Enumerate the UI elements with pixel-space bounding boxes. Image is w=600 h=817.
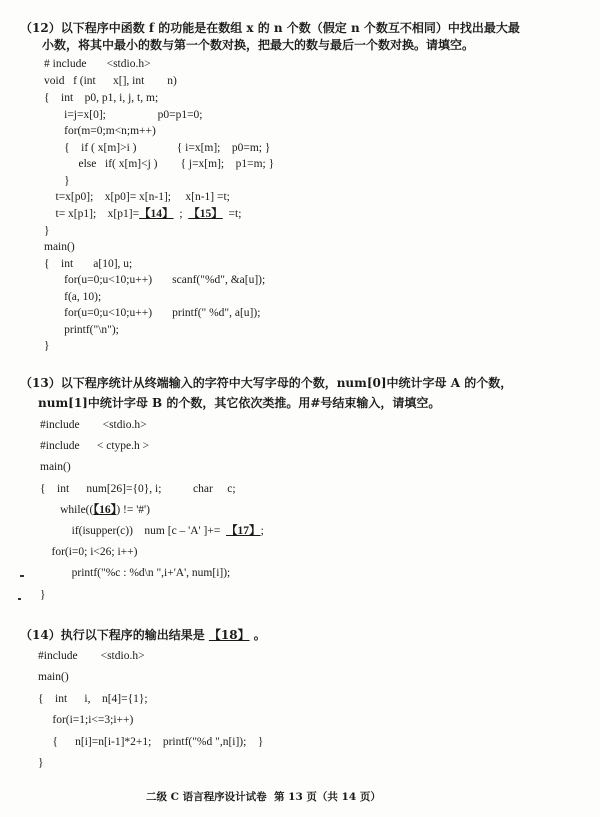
q12-code-line: i=j=x[0]; p0=p1=0; [44, 109, 203, 121]
blank-14: 【14】 [139, 208, 174, 220]
q12-code-line: main() [44, 241, 75, 253]
q12-code-line: for(u=0;u<10;u++) printf(" %d", a[u]); [44, 307, 261, 319]
q12-code-fragment: t= x[p1]; x[p1]= [44, 208, 140, 220]
q13-code-line: #include <stdio.h> [40, 419, 147, 431]
scan-speck [18, 598, 21, 600]
blank-15: 【15】 [188, 208, 223, 220]
q13-code-line: { int num[26]={0}, i; char c; [40, 483, 236, 495]
q12-code-line: void f (int x[], int n) [44, 75, 177, 87]
q13-code-fragment: ; [260, 525, 264, 537]
q14-code-line: } [38, 757, 44, 769]
q14-code-line: main() [38, 671, 69, 683]
q12-code-line: f(a, 10); [44, 291, 102, 303]
q12-code-fragment: ; [173, 208, 189, 220]
q13-code-fragment: if(isupper(c)) num [c – 'A' ]+= [40, 525, 227, 537]
q14-code-line: for(i=1;i<=3;i++) [38, 714, 134, 726]
q13-code-line: main() [40, 461, 71, 473]
q14-code-line: #include <stdio.h> [38, 650, 145, 662]
q12-code-line: } [44, 175, 70, 187]
q14-code-line: { n[i]=n[i-1]*2+1; printf("%d ",n[i]); } [38, 736, 264, 748]
q12-code-line: { if ( x[m]>i ) { i=x[m]; p0=m; } [44, 142, 271, 154]
q12-intro-line2: 小数，将其中最小的数与第一个数对换，把最大的数与最后一个数对换。请填空。 [42, 38, 475, 52]
q12-code-line: } [44, 340, 50, 352]
q12-intro-line1: （12）以下程序中函数 f 的功能是在数组 x 的 n 个数（假定 n 个数互不相同）中找出最大最 [20, 21, 520, 35]
q12-code-line: { int p0, p1, i, j, t, m; [44, 92, 159, 104]
q13-code-line: } [40, 589, 46, 601]
q13-intro-line2: num[1]中统计字母 B 的个数，其它依次类推。用#号结束输入，请填空。 [38, 396, 441, 410]
q13-if-line [40, 524, 264, 538]
q13-code-fragment: ) != '#') [116, 504, 150, 516]
blank-17: 【17】 [226, 525, 261, 537]
q12-code-line: for(u=0;u<10;u++) scanf("%d", &a[u]); [44, 274, 266, 286]
q14-intro-line [20, 628, 266, 642]
q13-intro-line1: （13）以下程序统计从终端输入的字符中大写字母的个数，num[0]中统计字母 A 的个数， [20, 376, 513, 390]
q12-code-line: { int a[10], u; [44, 258, 133, 270]
q14-code-line: { int i, n[4]={1}; [38, 693, 148, 705]
q13-while-line [40, 503, 150, 517]
q12-code-line: else if( x[m]<j ) { j=x[m]; p1=m; } [44, 158, 275, 170]
q13-code-fragment: while(( [40, 504, 94, 516]
q12-code-fragment: =t; [222, 208, 242, 220]
q14-intro-text: （14）执行以下程序的输出结果是 [20, 628, 209, 642]
q12-code-line: # include <stdio.h> [44, 58, 151, 70]
q13-code-line: for(i=0; i<26; i++) [40, 546, 138, 558]
blank-16: 【16】 [93, 504, 117, 516]
q12-code-line: t=x[p0]; x[p0]= x[n-1]; x[n-1] =t; [44, 191, 230, 203]
q14-intro-text: 。 [249, 628, 266, 642]
q12-code-line: for(m=0;m<n;m++) [44, 125, 156, 137]
q13-code-line: printf("%c : %d\n ",i+'A', num[i]); [40, 567, 231, 579]
q13-code-line: #include < ctype.h > [40, 440, 150, 452]
q12-blank-line [44, 207, 241, 221]
blank-18: 【18】 [208, 628, 250, 642]
scan-speck [20, 575, 24, 577]
q12-code-line: } [44, 225, 50, 237]
q12-code-line: printf("\n"); [44, 324, 119, 336]
page-footer: 二级 C 语言程序设计试卷 第 13 页（共 14 页） [146, 791, 381, 803]
